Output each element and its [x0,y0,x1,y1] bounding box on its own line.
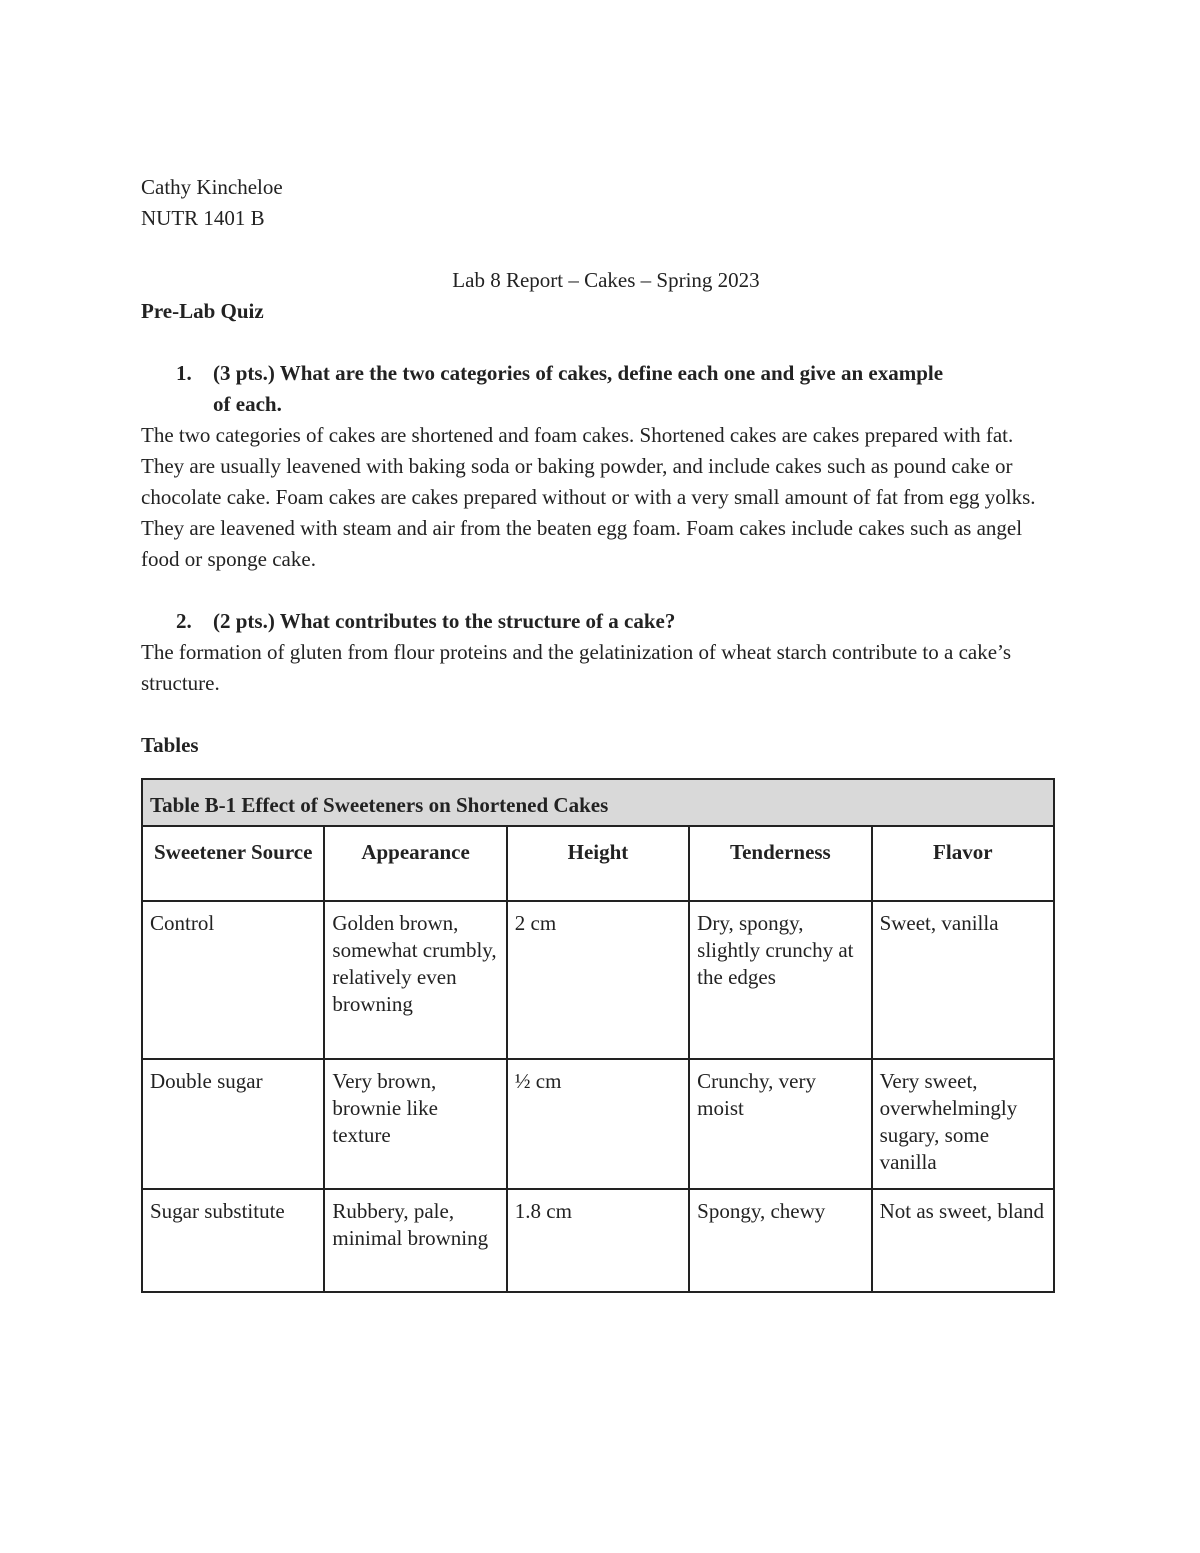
table-cell: Control [142,901,324,1059]
column-header: Height [507,826,689,901]
sweeteners-table [141,778,1055,1293]
table-cell: Sweet, vanilla [872,901,1054,1059]
document-page [141,172,1061,1293]
answer-2: The formation of gluten from flour proteins and the gelatinization of wheat starch contribute to a cake’s structure. [141,640,1012,695]
question-text: (2 pts.) What contributes to the structure of a cake? [213,609,676,633]
column-header: Flavor [872,826,1054,901]
document-title: Lab 8 Report – Cakes – Spring 2023 [452,268,760,292]
tables-heading: Tables [141,733,199,757]
table-cell: Double sugar [142,1059,324,1189]
table-cell: Crunchy, very moist [689,1059,871,1189]
table-row [142,901,1054,1059]
table-cell: 2 cm [507,901,689,1059]
table-cell: Dry, spongy, slightly crunchy at the edges [689,901,871,1059]
column-header: Appearance [324,826,506,901]
question-text-line: of each. [213,392,282,416]
table-cell: Spongy, chewy [689,1189,871,1292]
table-cell: ½ cm [507,1059,689,1189]
course-code: NUTR 1401 B [141,206,265,230]
question-number: 2. [176,609,192,633]
table-cell: Rubbery, pale, minimal browning [324,1189,506,1292]
table-row [142,1189,1054,1292]
question-text [213,358,1061,420]
question-1 [141,358,1061,420]
prelab-heading: Pre-Lab Quiz [141,299,264,323]
answer-1: The two categories of cakes are shortened and foam cakes. Shortened cakes are cakes prepared with fat. They are usually leavened with baking soda or baking powder, and include cakes such as pound cake or chocolate cake. Foam cakes are cakes prepared without or with a very small amount of fat from egg yolks. They are leavened with steam and air from the beaten egg foam. Foam cakes include cakes such as angel food or sponge cake. [141,423,1036,571]
table-row [142,1059,1054,1189]
table-cell: Sugar substitute [142,1189,324,1292]
table-cell: Very sweet, overwhelmingly sugary, some vanilla [872,1059,1054,1189]
table-caption: Table B-1 Effect of Sweeteners on Shortened Cakes [142,779,1054,826]
column-header: Sweetener Source [142,826,324,901]
question-number: 1. [176,361,192,385]
table-cell: Not as sweet, bland [872,1189,1054,1292]
column-header: Tenderness [689,826,871,901]
table-cell: Golden brown, somewhat crumbly, relatively even browning [324,901,506,1059]
table-cell: Very brown, brownie like texture [324,1059,506,1189]
student-name: Cathy Kincheloe [141,175,283,199]
table-cell: 1.8 cm [507,1189,689,1292]
question-2 [141,606,1061,637]
question-text-line: (3 pts.) What are the two categories of cakes, define each one and give an example [213,361,944,385]
